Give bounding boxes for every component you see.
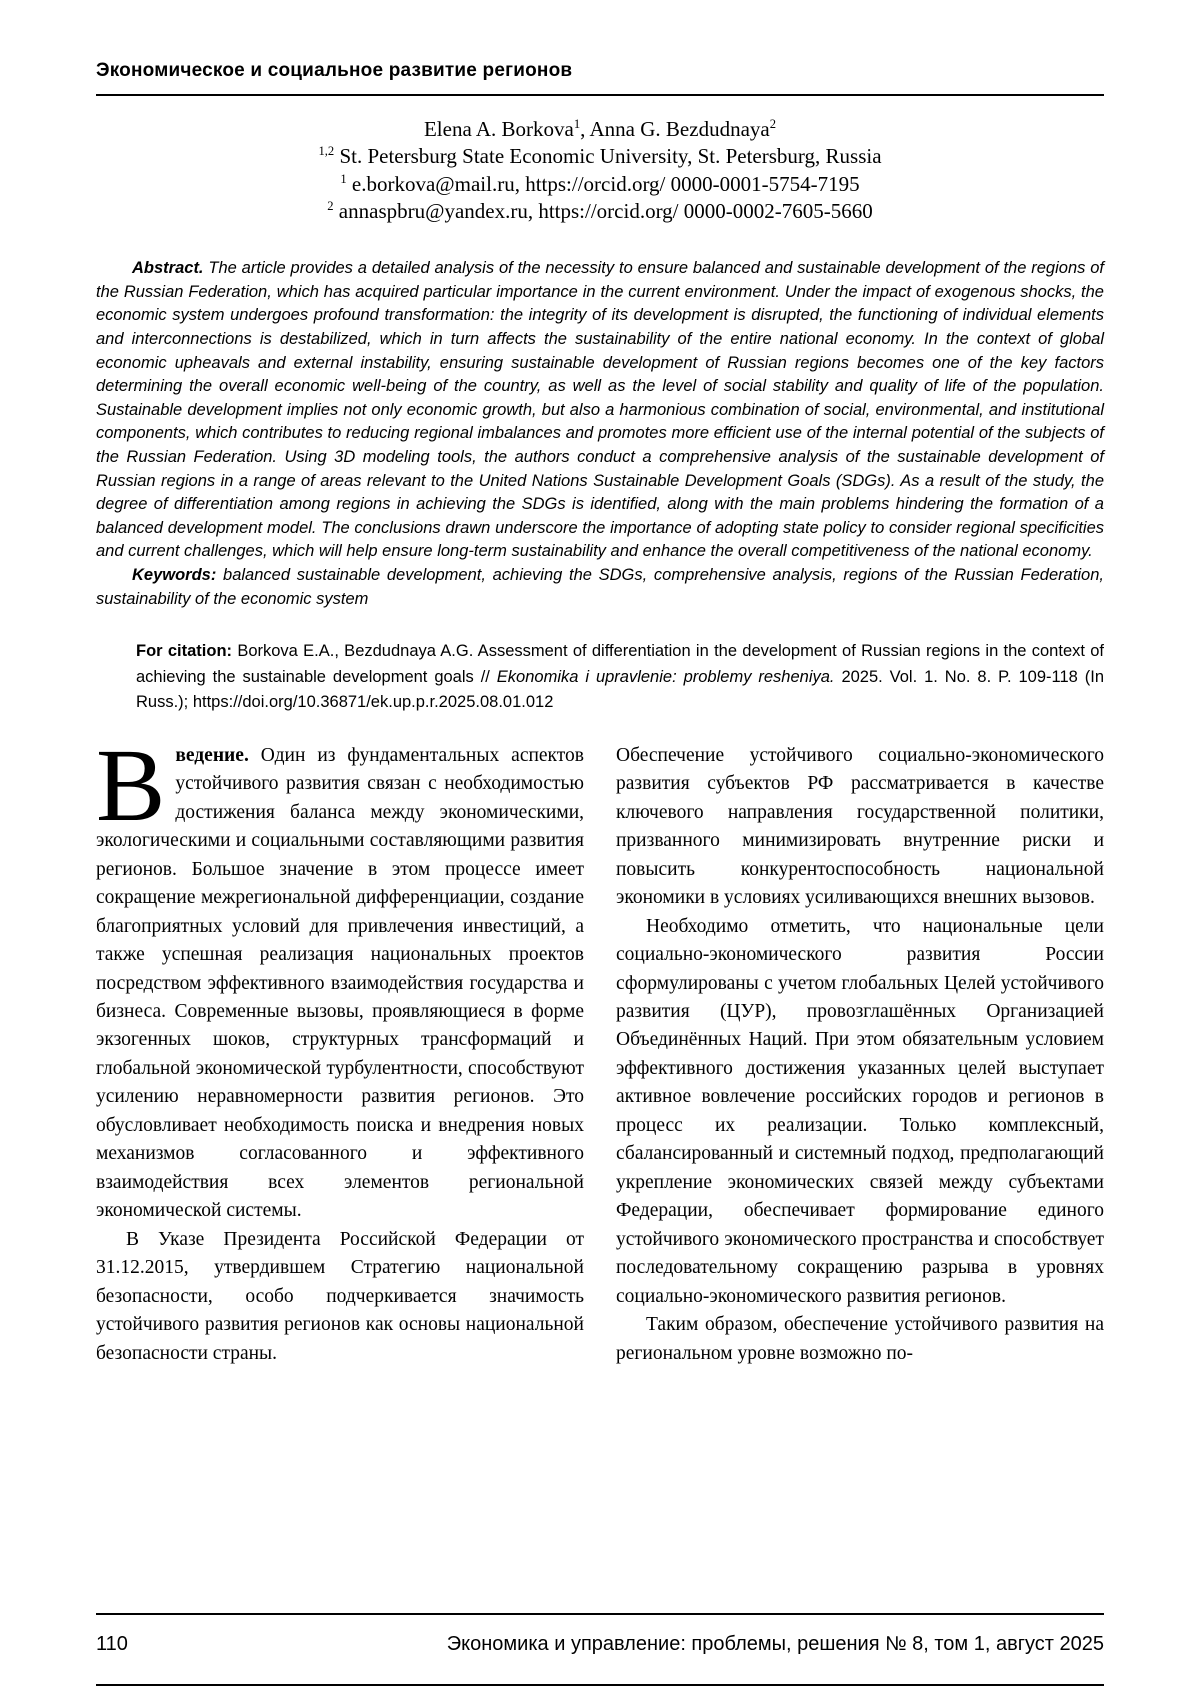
right-column	[616, 742, 1104, 1368]
author-separator: ,	[580, 117, 590, 141]
footer-row	[96, 1615, 1104, 1684]
title-block	[96, 116, 1104, 225]
paragraph: Обеспечение устойчивого социально-экономического развития субъектов РФ рассматривается в качестве ключевого направления государственной политики, призванного минимизировать внутренние риски и повысить конкурентоспособность национальной экономики в условиях усиливающихся внешних вызовов.	[616, 744, 1104, 909]
citation-text-1: Borkova E.A., Bezdudnaya A.G. Assessment of differentiation in the development of Russian regions in the context of achieving the sustainable development goals //	[136, 642, 1104, 686]
footer-rule-bottom	[96, 1684, 1104, 1686]
citation-label: For citation:	[136, 642, 233, 661]
keywords-label: Keywords:	[132, 565, 217, 584]
author-2: Anna G. Bezdudnaya	[589, 117, 770, 141]
page-number: 110	[96, 1633, 128, 1655]
abstract-label: Abstract.	[132, 259, 204, 278]
paragraph: Необходимо отметить, что национальные цели социально-экономического развития России сформулированы с учетом глобальных Целей устойчивого развития (ЦУР), провозглашённых Организацией Объединённых Наций. При этом обязательным условием эффективного достижения указанных целей выступает активное вовлечение российских городов и регионов в процесс их реализации. Только комплексный, сбалансированный и системный подход, предполагающий укрепление экономических связей между субъектами Федерации, обеспечивает формирование единого устойчивого экономического пространства и способствует последовательному сокращению разрыва в уровнях социально-экономического развития регионов.	[616, 915, 1104, 1307]
abstract-paragraph	[96, 257, 1104, 564]
contact-1-text: e.borkova@mail.ru, https://orcid.org/ 0000-0001-5754-7195	[346, 171, 860, 196]
contact-line-1	[96, 171, 1104, 198]
paragraph: В Указе Президента Российской Федерации от 31.12.2015, утвердившем Стратегию национальной безопасности, особо подчеркивается значимость устойчивого развития регионов как основы национальной безопасности страны.	[96, 1228, 584, 1364]
paragraph-introduction	[96, 727, 584, 1226]
contact-line-2	[96, 198, 1104, 225]
contact-2-text: annaspbru@yandex.ru, https://orcid.org/ 0000-0002-7605-5660	[333, 198, 873, 223]
citation-journal-title: Ekonomika i upravlenie: problemy resheniya.	[496, 667, 835, 686]
page-footer	[96, 1613, 1104, 1686]
paragraph-text: Один из фундаментальных аспектов устойчивого развития связан с необходимостью достижения баланса между экономическими, экологическими и социальными составляющими развития регионов. Большое значение в этом процессе имеет сокращение межрегиональной дифференциации, создание благоприятных условий для привлечения инвестиций, а также успешная реализация национальных проектов посредством эффективного взаимодействия государства и бизнеса. Современные вызовы, проявляющиеся в форме экзогенных шоков, структурных трансформаций и глобальной экономической турбулентности, способствуют усилению неравномерности развития регионов. Это обусловливает необходимость поиска и внедрения новых механизмов согласованного и эффективного взаимодействия всех элементов региональной экономической системы.	[96, 744, 584, 1222]
affiliation-text: St. Petersburg State Economic University, St. Petersburg, Russia	[334, 144, 882, 169]
citation-paragraph	[136, 639, 1104, 716]
authors-line	[96, 116, 1104, 143]
left-column	[96, 727, 584, 1368]
abstract-text: The article provides a detailed analysis of the necessity to ensure balanced and sustainable development of the regions of the Russian Federation, which has acquired particular importance in the current environment. Under the impact of exogenous shocks, the economic system undergoes profound transformation: the integrity of its development is disrupted, the functioning of individual elements and interconnections is destabilized, which in turn affects the sustainability of the entire national economy. In the context of global economic upheavals and external instability, ensuring sustainable development of Russian regions becomes one of the key factors determining the overall economic well-being of the country, as well as the level of social stability and quality of life of the population. Sustainable development implies not only economic growth, but also a harmonious combination of social, environmental, and institutional components, which contributes to reducing regional imbalances and promotes more efficient use of the internal potential of the subjects of the Russian Federation. Using 3D modeling tools, the authors conduct a comprehensive analysis of the sustainable development of Russian regions in a range of areas relevant to the United Nations Sustainable Development Goals (SDGs). As a result of the study, the degree of differentiation among regions in achieving the SDGs is identified, along with the main problems hindering the formation of a balanced development model. The conclusions drawn underscore the importance of adopting state policy to consider regional specificities and current challenges, which will help ensure long-term sustainability and enhance the overall competitiveness of the national economy.	[96, 259, 1104, 561]
contact-1-superscript: 1	[340, 171, 347, 186]
keywords-text: balanced sustainable development, achieving the SDGs, comprehensive analysis, regions of the Russian Federation, sustainability of the economic system	[96, 565, 1104, 608]
journal-reference: Экономика и управление: проблемы, решения № 8, том 1, август 2025	[446, 1633, 1104, 1655]
introduction-heading: ведение.	[175, 744, 249, 766]
author-2-superscript: 2	[769, 117, 777, 131]
page-header	[96, 60, 1104, 96]
author-1-superscript: 1	[573, 117, 581, 131]
paragraph: Таким образом, обеспечение устойчивого развития на региональном уровне возможно по-	[616, 1314, 1104, 1364]
affiliation-line	[96, 143, 1104, 170]
article-body	[96, 727, 1104, 1368]
drop-cap-letter: В	[96, 727, 166, 843]
keywords-paragraph	[96, 564, 1104, 611]
author-1: Elena A. Borkova	[423, 117, 574, 141]
affiliation-superscript: 1,2	[318, 144, 335, 159]
running-head: Экономическое и социальное развитие регионов	[96, 60, 1104, 96]
citation-block	[136, 639, 1104, 716]
abstract-section	[96, 257, 1104, 611]
contact-2-superscript: 2	[327, 198, 334, 213]
citation-text-2: 2025. Vol. 1. No. 8. P. 109-118 (In Russ.); https://doi.org/10.36871/ek.up.p.r.2025.08.01.012	[136, 667, 1104, 712]
